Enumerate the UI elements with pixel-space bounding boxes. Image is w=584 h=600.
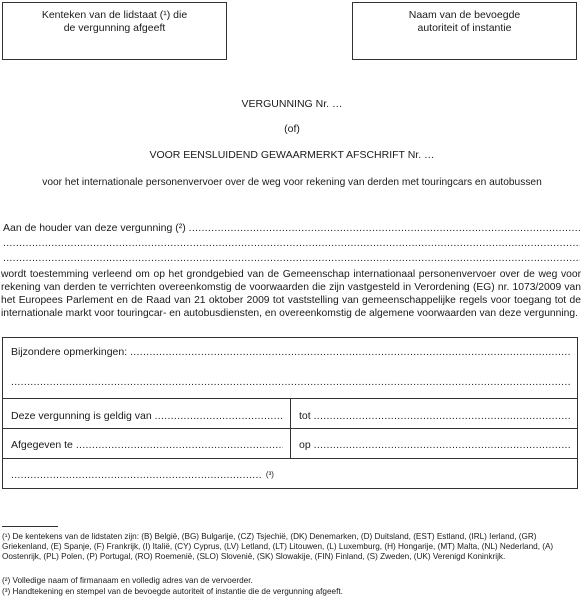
permit-subtitle: voor het internationale personenvervoer over de weg voor rekening van derden met touringcars en autobussen (42, 177, 542, 188)
remarks-row-2 (11, 376, 571, 388)
valid-from-dots (155, 410, 283, 422)
member-state-box (2, 2, 227, 60)
valid-to-field (299, 410, 571, 422)
divider (3, 458, 577, 459)
signature-field (11, 469, 301, 482)
footnote-rule (2, 526, 58, 527)
or-text: (of) (284, 123, 300, 135)
valid-to-dots (314, 410, 571, 422)
permit-details-form (2, 337, 578, 489)
footnote-1: (¹) De kentekens van de lidstaten zijn: (B) België, (BG) Bulgarije, (CZ) Tsjechië, (DK) Denemarken, (D) Duitsland, (EST) Estland, (IRL) Ierland, (GR) Griekenland, (E) Spanje, (F) Frankrijk, (I) Italië, (CY) Cyprus, (LV) Letland, (LT) Litouwen, (L) Luxemburg, (H) Hongarije, (MT) Malta, (NL) Nederland, (A) Oostenrijk, (PL) Polen, (P) Portugal, (RO) Roemenië, (SLO) Slovenië, (SK) Slowakije, (FIN) Finland, (S) Zweden, (UK) Verenigd Koninkrijk. (2, 532, 554, 561)
valid-from-label: Deze vergunning is geldig van (11, 410, 155, 422)
issued-at-dots (76, 439, 283, 451)
issued-on-dots (314, 439, 571, 451)
valid-to-label: tot (299, 410, 314, 422)
issued-on-field (299, 439, 571, 451)
remarks-label: Bijzondere opmerkingen: (11, 346, 131, 358)
remarks-dots (130, 346, 571, 358)
remarks-row (11, 346, 571, 358)
valid-from-field (11, 410, 283, 422)
holder-dots-2 (3, 237, 580, 249)
issued-at-field (11, 439, 283, 451)
signature-ref: (³) (265, 470, 274, 479)
footnote-2: (²) Volledige naam of firmanaam en volledig adres van de vervoerder. (2, 576, 253, 585)
authority-box (352, 2, 577, 60)
footnote-3: (³) Handtekening en stempel van de bevoegde autoriteit of instantie die de vergunning afgeeft. (2, 587, 343, 596)
permit-number-title: VERGUNNING Nr. … (241, 98, 343, 110)
divider (3, 428, 577, 429)
member-state-label: Kenteken van de lidstaat (¹) die de vergunning afgeeft (41, 9, 188, 34)
holder-dots (189, 222, 580, 234)
holder-line-2 (3, 237, 580, 249)
holder-dots-3 (3, 252, 580, 264)
permit-body-text: wordt toestemming verleend om op het grondgebied van de Gemeenschap internationaal personenvervoer over de weg voor rekening van derden te verrichten overeenkomstig de voorwaarden die zijn vastgesteld in Verordening (EG) nr. 1073/2009 van het Europees Parlement en de Raad van 21 oktober 2009 tot vaststelling van gemeenschappelijke regels voor toegang tot de internationale markt voor touringcar- en autobusdiensten, en overeenkomstig de algemene voorwaarden van deze vergunning. (1, 269, 581, 319)
authority-label: Naam van de bevoegde autoriteit of instantie (408, 9, 521, 34)
holder-line-3 (3, 252, 580, 264)
signature-dots (11, 469, 263, 481)
remarks-dots-2 (11, 376, 571, 388)
issued-on-label: op (299, 439, 314, 451)
certified-copy-title: VOOR EENSLUIDEND GEWAARMERKT AFSCHRIFT Nr. … (149, 149, 435, 161)
issued-at-label: Afgegeven te (11, 439, 76, 451)
holder-label: Aan de houder van deze vergunning (²) (3, 222, 189, 234)
holder-line (3, 222, 580, 234)
